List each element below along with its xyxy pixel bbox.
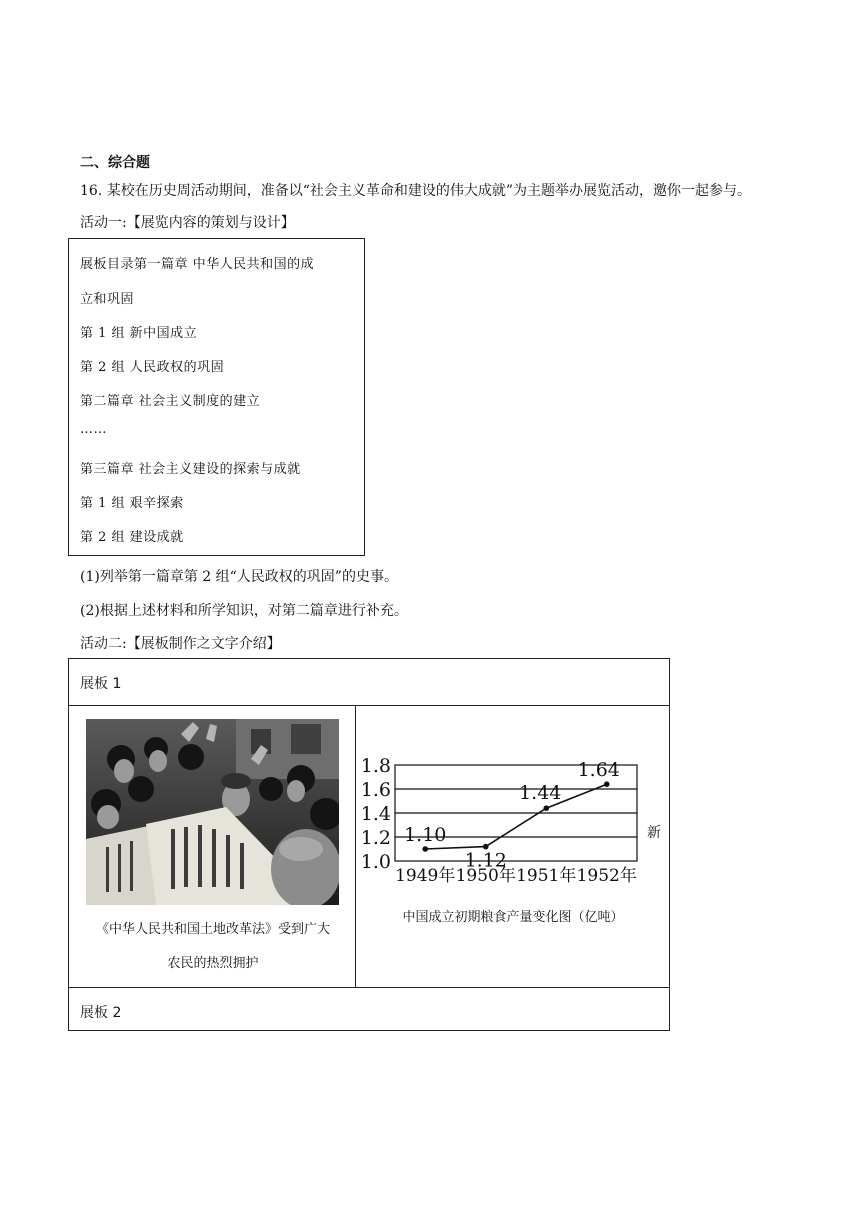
data-label: 1.44 <box>519 782 562 805</box>
data-label: 1.64 <box>577 759 620 782</box>
photo-caption-line1: 《中华人民共和国土地改革法》受到广大 <box>95 922 330 937</box>
question-16: 16. 某校在历史周活动期间，准备以“社会主义革命和建设的伟大成就”为主题举办展览活动，邀你一起参与。 <box>80 183 752 199</box>
x-tick-label: 1950年 <box>455 866 516 886</box>
outline-line: 第 1 组 新中国成立 <box>80 326 198 341</box>
outline-line: 展板目录第一篇章 中华人民共和国的成 <box>80 257 315 272</box>
land-reform-photo <box>86 719 339 905</box>
data-label: 1.10 <box>404 824 447 846</box>
data-point <box>543 805 549 811</box>
board2-label: 展板 2 <box>80 1005 122 1021</box>
table-divider <box>355 705 356 987</box>
section-heading: 二、综合题 <box>80 155 150 171</box>
data-point <box>483 844 489 850</box>
data-label: 1.12 <box>464 849 507 872</box>
table-divider <box>69 705 669 706</box>
y-tick-label: 1.0 <box>360 851 391 873</box>
outline-line: 第三篇章 社会主义建设的探索与成就 <box>80 462 301 477</box>
outline-line: 第 2 组 人民政权的巩固 <box>80 360 225 375</box>
exhibit-board-table <box>68 658 670 1031</box>
outline-line: 立和巩固 <box>80 292 135 307</box>
activity1-title: 活动一:【展览内容的策划与设计】 <box>80 215 295 231</box>
sub-question-1: (1)列举第一篇章第 2 组“人民政权的巩固”的史事。 <box>80 569 398 585</box>
board1-label: 展板 1 <box>80 676 122 692</box>
grain-output-line-chart <box>359 753 649 903</box>
x-tick-label: 1951年 <box>516 866 577 886</box>
x-tick-label: 1952年 <box>576 866 637 886</box>
chart-caption: 中国成立初期粮食产量变化图（亿吨） <box>402 910 624 925</box>
data-point <box>422 846 428 852</box>
data-point <box>604 781 610 787</box>
y-tick-label: 1.6 <box>360 779 391 801</box>
table-divider <box>69 987 669 988</box>
x-tick-label: 1949年 <box>395 866 456 886</box>
chart-side-character: 新 <box>647 825 661 841</box>
y-tick-label: 1.4 <box>360 803 391 825</box>
outline-line: 第二篇章 社会主义制度的建立 <box>80 394 261 409</box>
y-tick-label: 1.2 <box>360 827 391 849</box>
sub-question-2: (2)根据上述材料和所学知识，对第二篇章进行补充。 <box>80 603 408 619</box>
y-tick-label: 1.8 <box>360 755 391 777</box>
outline-line: …… <box>80 422 107 437</box>
outline-line: 第 1 组 艰辛探索 <box>80 496 184 511</box>
outline-line: 第 2 组 建设成就 <box>80 530 184 545</box>
exhibit-outline-box <box>68 238 365 556</box>
photo-caption-line2: 农民的热烈拥护 <box>167 956 259 971</box>
series-line <box>425 784 607 849</box>
activity2-title: 活动二:【展板制作之文字介绍】 <box>80 636 281 652</box>
